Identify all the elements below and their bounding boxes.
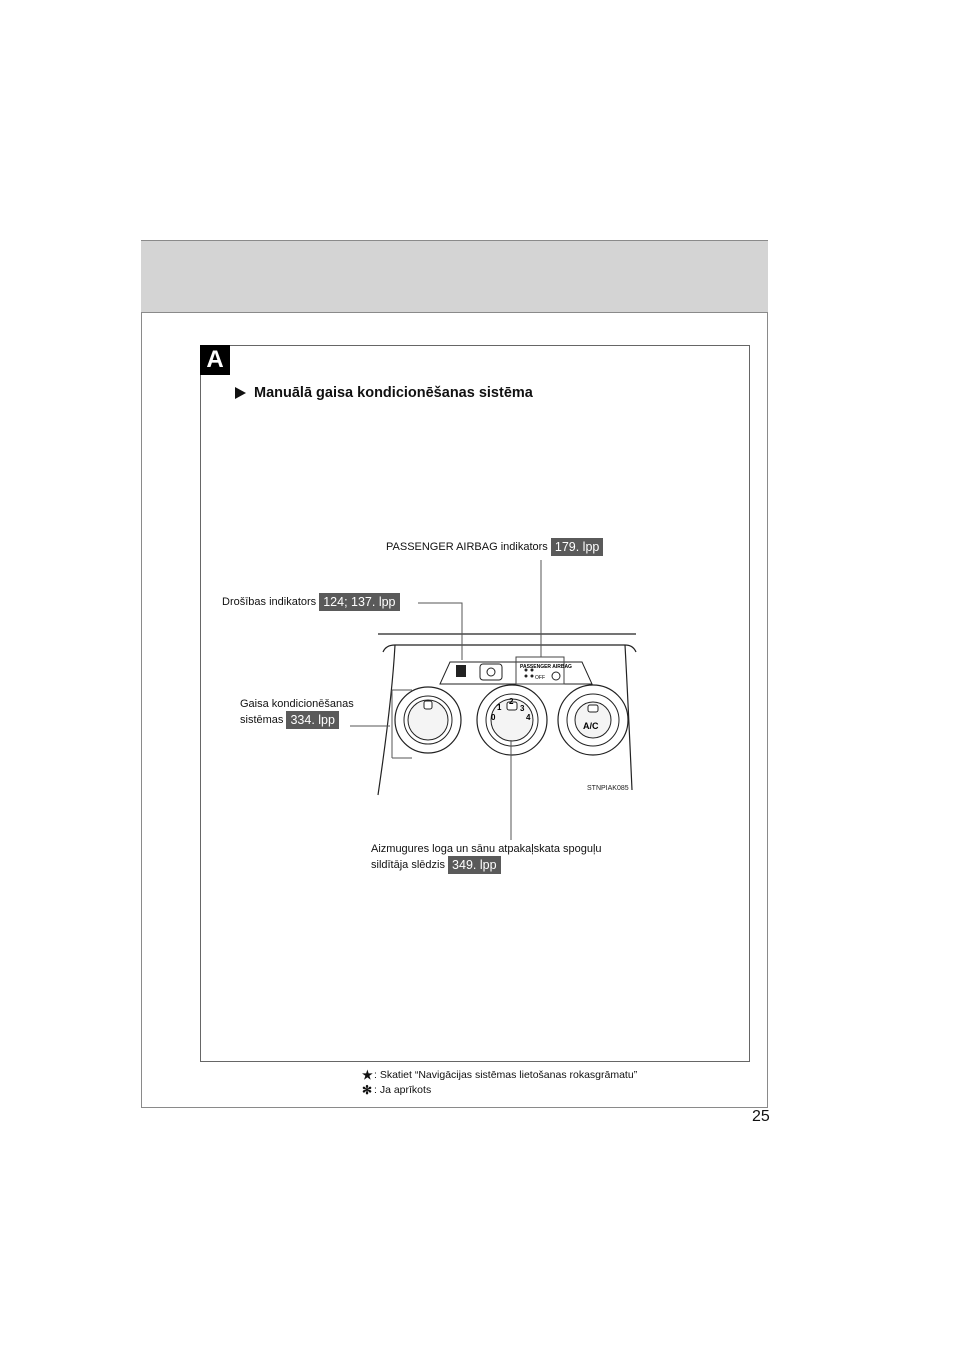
security-indicator-label: Drošības indikators <box>222 595 317 608</box>
ac-system-callout <box>240 697 354 729</box>
svg-text:PASSENGER AIRBAG: PASSENGER AIRBAG <box>520 664 572 670</box>
passenger-airbag-callout <box>386 538 603 556</box>
section-title-text: Manuālā gaisa kondicionēšanas sistēma <box>254 385 533 401</box>
svg-text:1: 1 <box>497 703 502 712</box>
footnotes <box>362 1068 637 1098</box>
ac-system-label-line2: sistēmas <box>240 713 284 726</box>
passenger-airbag-label: PASSENGER AIRBAG indikators <box>386 540 548 553</box>
footnote-row <box>362 1083 637 1098</box>
svg-text:OFF: OFF <box>535 675 545 681</box>
star-icon: ★ <box>362 1068 373 1082</box>
illustration-code: STNPIAK085 <box>587 785 629 792</box>
ac-system-label-line1: Gaisa kondicionēšanas <box>240 698 354 710</box>
footnote-row <box>362 1068 637 1083</box>
svg-text:0: 0 <box>491 713 496 722</box>
footnote-text: : Skatiet “Navigācijas sistēmas lietošanas rokasgrāmatu” <box>374 1069 638 1081</box>
security-indicator-ref[interactable]: 124; 137. lpp <box>319 593 399 611</box>
defogger-label-line1: Aizmugures loga un sānu atpakaļskata spoguļu <box>371 843 602 855</box>
security-indicator-icon <box>456 665 466 677</box>
svg-text:4: 4 <box>526 713 531 722</box>
asterisk-icon: ✻ <box>362 1083 373 1097</box>
svg-text:3: 3 <box>520 704 525 713</box>
defogger-label-line2: sildītāja slēdzis <box>371 858 445 871</box>
page-number: 25 <box>752 1108 770 1125</box>
passenger-airbag-ref[interactable]: 179. lpp <box>551 538 603 556</box>
svg-text:A/C: A/C <box>583 721 599 731</box>
footnote-text: : Ja aprīkots <box>374 1084 432 1096</box>
defogger-callout <box>371 842 602 874</box>
defogger-ref[interactable]: 349. lpp <box>448 856 500 874</box>
svg-text:2: 2 <box>509 697 514 706</box>
section-letter: A <box>200 345 230 375</box>
ac-system-ref[interactable]: 334. lpp <box>286 711 338 729</box>
security-indicator-callout <box>222 593 400 611</box>
